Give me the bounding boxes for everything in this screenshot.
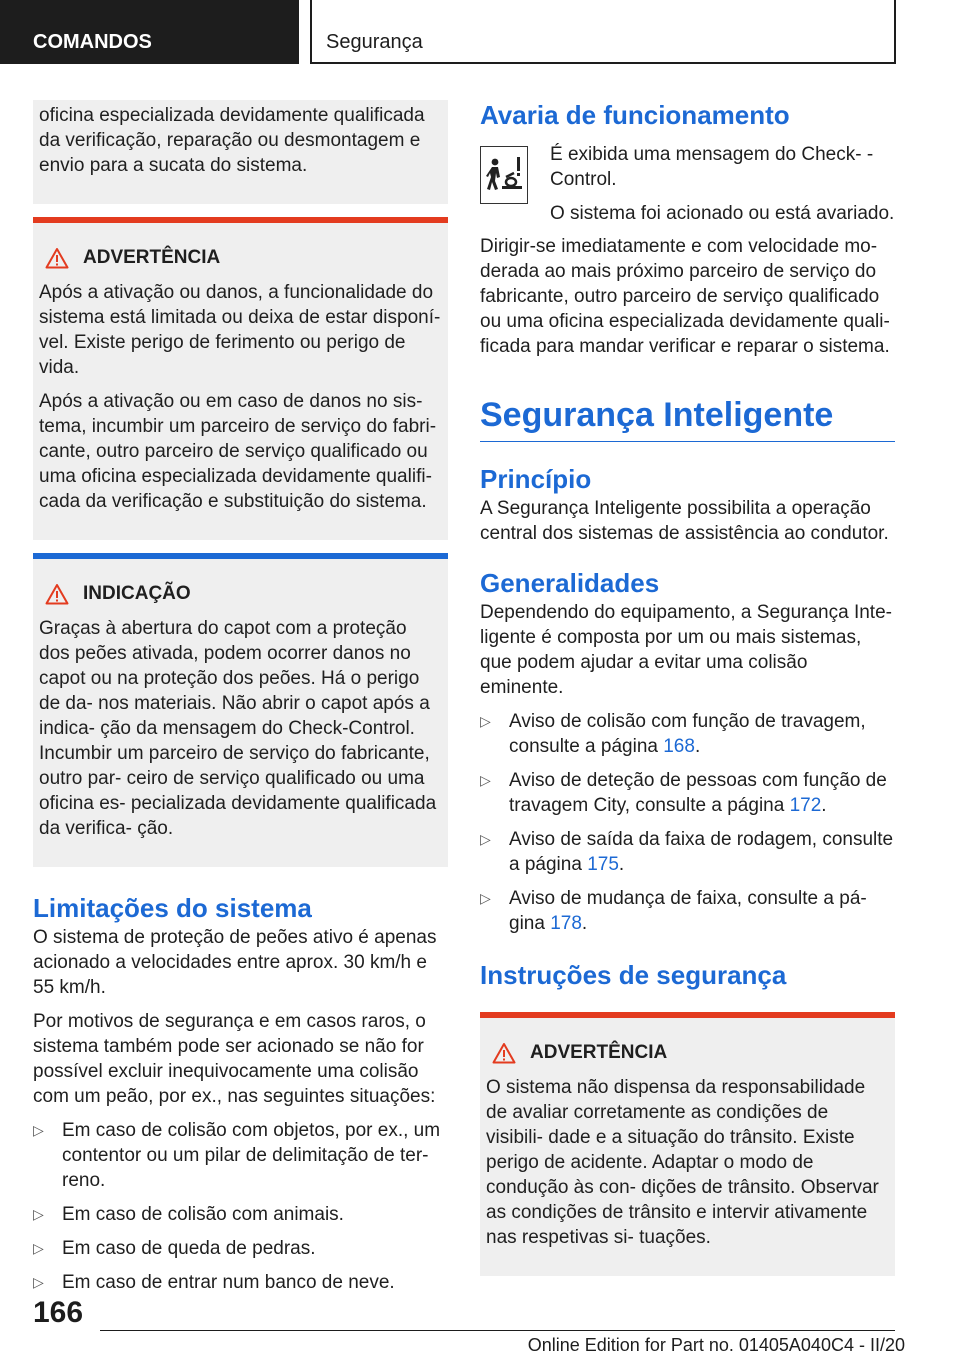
list-item-text: Aviso de colisão com função de travagem, consulte a página [509,711,866,757]
systems-list [480,709,895,936]
page-link[interactable]: 175 [587,854,619,875]
malfunction-icon-block [480,142,895,226]
right-column [480,100,895,1276]
warning-box [480,1012,895,1276]
general-heading: Generalidades [480,568,660,598]
note-title [39,581,442,606]
list-item-text: Aviso de saída da faixa de rodagem, consulte a página [509,829,894,875]
principle-heading: Princípio [480,464,592,494]
edition-note: Online Edition for Part no. 01405A040C4 - II/20 [527,1335,905,1355]
left-column [33,100,448,1295]
intro-paragraph: oficina especializada devidamente qualificada da verificação, reparação ou desmontagem e envio para a sucata do sistema. [39,105,425,176]
chapter-heading: Segurança Inteligente [480,395,895,442]
limitations-heading: Limitações do sistema [33,893,312,923]
list-item: ▷ Aviso de deteção de pessoas com função de travagem City, consulte a página 172. [480,768,895,818]
warning-box [33,217,448,540]
list-item: ▷ Em caso de colisão com objetos, por ex., um contentor ou um pilar de delimitação de ter- reno. [33,1118,448,1193]
page-link[interactable]: 172 [789,795,822,816]
warning-title [39,245,442,270]
header-section-label: COMANDOS [0,0,299,64]
icon-text-line: É exibida uma mensagem do Check- -Control. [550,144,874,190]
warning-triangle-icon [492,1042,516,1064]
malfunction-paragraph: Dirigir-se imediatamente e com velocidade mo- derada ao mais próximo parceiro de serviço do fabricante, outro parceiro de serviço qualificado ou uma oficina especializada devidamente quali- ficada para mandar verificar e reparar o sistema. [480,236,890,357]
principle-paragraph: A Segurança Inteligente possibilita a operação central dos sistemas de assistência ao condutor. [480,498,889,544]
list-item: ▷ Em caso de entrar num banco de neve. [33,1270,448,1295]
malfunction-icon-text [550,142,895,226]
limitations-list [33,1118,448,1295]
list-item: ▷ Aviso de saída da faixa de rodagem, consulte a página 175. [480,827,895,877]
list-item-text: Aviso de mudança de faixa, consulte a pá- gina [509,888,867,934]
icon-text-line: O sistema foi acionado ou está avariado. [550,203,895,224]
safety-heading: Instruções de segurança [480,960,787,990]
warning-title-text: ADVERTÊNCIA [83,247,221,268]
list-item: ▷ Em caso de colisão com animais. [33,1202,448,1227]
continued-text-box [33,100,448,204]
list-item-text: Aviso de deteção de pessoas com função de travagem City, consulte a página [509,770,887,816]
warning-paragraph: Após a ativação ou danos, a funcionalidade do sistema está limitada ou deixa de estar disponí- vel. Existe perigo de ferimento ou perigo de vida. [39,282,441,378]
note-title-text: INDICAÇÃO [83,583,191,604]
page-link[interactable]: 178 [550,913,582,934]
list-item: ▷ Em caso de queda de pedras. [33,1236,448,1261]
warning-title-text: ADVERTÊNCIA [530,1042,668,1063]
page-link[interactable]: 168 [663,736,695,757]
warning-title [486,1040,889,1065]
warning-triangle-icon [45,247,69,269]
header-topic-label: Segurança [310,0,896,64]
note-box [33,553,448,867]
pedestrian-protection-glyph [484,151,524,199]
malfunction-heading: Avaria de funcionamento [480,100,790,130]
limitations-paragraph: O sistema de proteção de peões ativo é apenas acionado a velocidades entre aprox. 30 km/h e 55 km/h. [33,927,437,998]
list-item: ▷ Aviso de colisão com função de travagem, consulte a página 168. [480,709,895,759]
warning-paragraph: Após a ativação ou em caso de danos no sis- tema, incumbir um parceiro de serviço do fabri- cante, outro parceiro de serviço qualificado ou uma oficina especializada devidamente qualifi- cada da verificação e substituição do sistema. [39,391,437,512]
pedestrian-protection-icon [480,146,528,204]
limitations-paragraph: Por motivos de segurança e em casos raros, o sistema também pode ser acionado se não for possível excluir inequivocamente uma colisão com um peão, por ex., nas seguintes situações: [33,1011,436,1107]
warning-triangle-icon [45,583,69,605]
warning-paragraph: O sistema não dispensa da responsabilidade de avaliar corretamente as condições de visibili- dade e a situação do trânsito. Existe perigo de acidente. Adaptar o modo de condução às con- dições de trânsito. Observar as condições de trânsito e intervir ativamente nas respetivas si- tuações. [486,1077,879,1248]
general-paragraph: Dependendo do equipamento, a Segurança Inte- ligente é composta por um ou mais sistemas, que podem ajudar a evitar uma colisão eminente. [480,602,892,698]
note-paragraph: Graças à abertura do capot com a proteção dos peões ativada, podem ocorrer danos no capot ou na proteção dos peões. Há o perigo de da- nos materiais. Não abrir o capot após a indica- ção da mensagem do Check-Control. Incumbir um parceiro de serviço do fabricante, outro par- ceiro de serviço qualificado ou uma oficina es- pecializada devidamente qualificada da verifica- ção. [39,618,437,839]
list-item: ▷ Aviso de mudança de faixa, consulte a pá- gina 178. [480,886,895,936]
page-number: 166 [33,1296,84,1329]
